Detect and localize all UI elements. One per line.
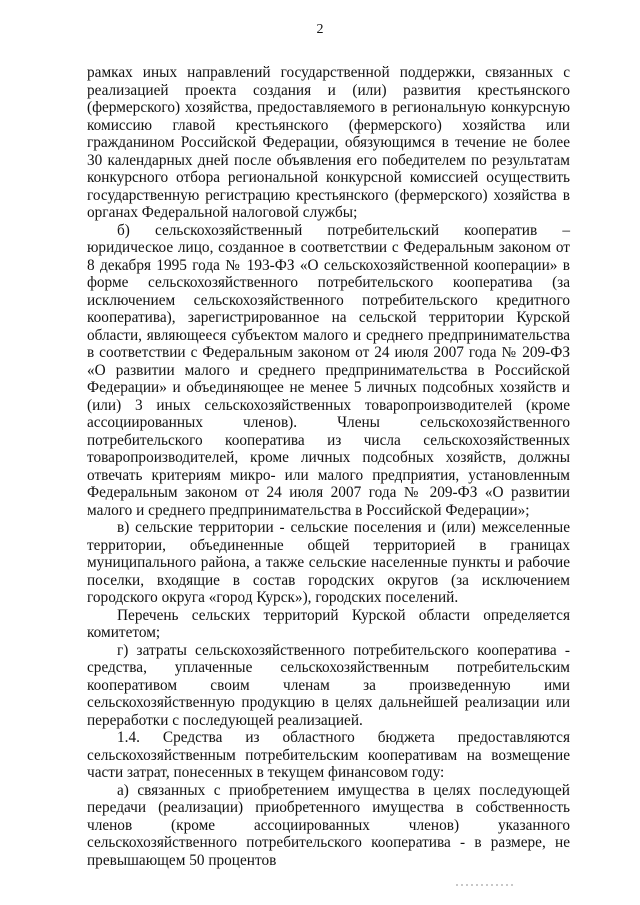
paragraph-a-property-acquisition: а) связанных с приобретением имущества в целях последующей передачи (реализации) приобретенного имущества в собственность членов (кроме ассоциированных членов) указанного сельскохозяйственного потребительского кооператива - в размере, не превышающем 50 процентов [87,781,570,869]
paragraph-territory-list: Перечень сельских территорий Курской области определяется комитетом; [87,606,570,641]
paragraph-1-4: 1.4. Средства из областного бюджета предоставляются сельскохозяйственным потребительским кооперативам на возмещение части затрат, понесенных в текущем финансовом году: [87,729,570,781]
paragraph-v-definition-rural-territories: в) сельские территории - сельские поселения и (или) межселенные территории, объединенные общей территорией в границах муниципального района, а также сельские населенные пункты и рабочие поселки, входящие в состав городских округов (за исключением городского округа «город Курск»), городских поселений. [87,519,570,606]
document-body [87,64,570,869]
paragraph-continuation: рамках иных направлений государственной поддержки, связанных с реализацией проекта создания и (или) развития крестьянского (фермерского) хозяйства, предоставляемого в региональную конкурсную комиссию главой крестьянского (фермерского) хозяйства или гражданином Российской Федерации, обязующимся в течение не более 30 календарных дней после объявления его победителем по результатам конкурсного отбора региональной конкурсной комиссией осуществить государственную регистрацию крестьянского (фермерского) хозяйства в органах Федеральной налоговой службы; [87,64,570,221]
paragraph-b-definition-cooperative: б) сельскохозяйственный потребительский кооператив – юридическое лицо, созданное в соответствии с Федеральным законом от 8 декабря 1995 года № 193-ФЗ «О сельскохозяйственной кооперации» в форме сельскохозяйственного потребительского кооператива (за исключением сельскохозяйственного потребительского кредитного кооператива), зарегистрированное на сельской территории Курской области, являющееся субъектом малого и среднего предпринимательства в соответствии с Федеральным законом от 24 июля 2007 года № 209-ФЗ «О развитии малого и среднего предпринимательства в Российской Федерации» и объединяющее не менее 5 личных подсобных хозяйств и (или) 3 иных сельскохозяйственных товаропроизводителей (кроме ассоциированных членов). Члены сельскохозяйственного потребительского кооператива из числа сельскохозяйственных товаропроизводителей, кроме личных подсобных хозяйств, должны отвечать критериям микро- или малого предприятия, установленным Федеральным законом от 24 июля 2007 года № 209-ФЗ «О развитии малого и среднего предпринимательства в Российской Федерации»; [87,221,570,519]
scan-artifact [456,884,516,886]
paragraph-g-definition-costs: г) затраты сельскохозяйственного потребительского кооператива - средства, уплаченные сельскохозяйственным потребительским кооперативом своим членам за произведенную ими сельскохозяйственную продукцию в целях дальнейшей реализации или переработки с последующей реализацией. [87,641,570,729]
page-number: 2 [316,22,324,37]
